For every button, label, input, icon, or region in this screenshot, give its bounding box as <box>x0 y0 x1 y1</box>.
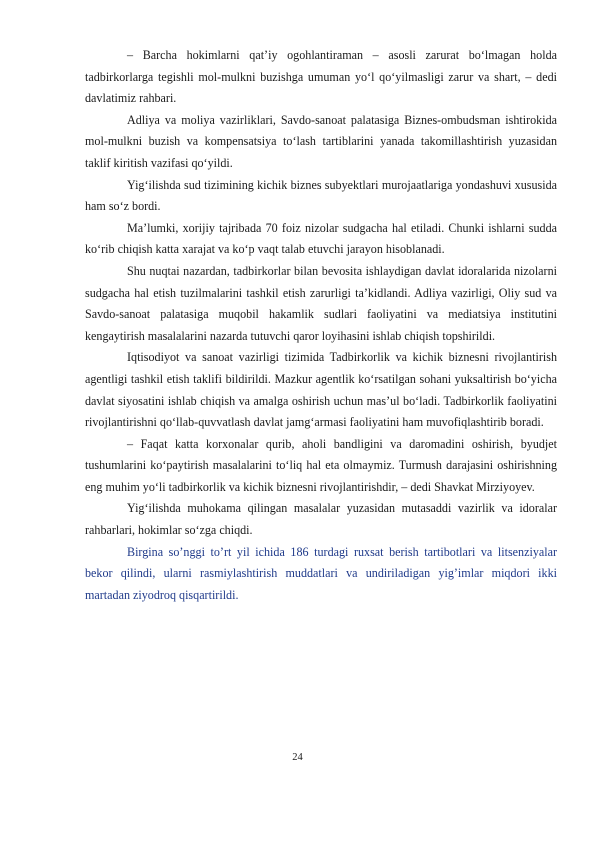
paragraph-6: Iqtisodiyot va sanoat vazirligi tizimida Tadbirkorlik va kichik biznesni rivojlantirish agentligi tashkil etish taklifi bildirildi. Mazkur agentlik koʻrsatilgan sohani yuksaltirish boʻyicha davlat siyosatini ishlab chiqish va amalga oshirish uchun masʼul boʻladi. Tadbirkorlik faoliyatini rivojlantirishni qoʻllab-quvvatlash davlat jamgʻarmasi faoliyatini ham muvofiqlashtirib boradi. <box>85 350 557 430</box>
page-number: 24 <box>292 752 303 763</box>
paragraph-8: Yigʻilishda muhokama qilingan masalalar yuzasidan mutasaddi vazirlik va idoralar rahbarlari, hokimlar soʻzga chiqdi. <box>85 501 557 538</box>
paragraph-5: Shu nuqtai nazardan, tadbirkorlar bilan bevosita ishlaydigan davlat idoralarida nizolarni sudgacha hal etish tuzilmalarini tashkil etish zarurligi taʼkidlandi. Adliya vazirligi, Oliy sud va Savdo-sanoat palatasiga muqobil hakamlik sudlari faoliyatini va mediatsiya institutini kengaytirish masalalarini nazarda tutuvchi qaror loyihasini ishlab chiqish topshirildi. <box>85 263 557 343</box>
paragraph-4: Maʼlumki, xorijiy tajribada 70 foiz nizolar sudgacha hal etiladi. Chunki ishlarni sudda koʻrib chiqish katta xarajat va koʻp vaqt talab etuvchi jarayon hisoblanadi. <box>85 220 557 257</box>
document-body <box>85 45 557 606</box>
paragraph-7: – Faqat katta korxonalar qurib, aholi bandligini va daromadini oshirish, byudjet tushumlarini koʻpaytirish masalalarini toʻliq hal eta olmaymiz. Turmush darajasini oshirishning eng muhim yoʻli tadbirkorlik va kichik biznesni rivojlantirishdir, – dedi Shavkat Mirziyoyev. <box>85 436 557 494</box>
paragraph-2: Adliya va moliya vazirliklari, Savdo-sanoat palatasiga Biznes-ombudsman ishtirokida mol-mulkni buzish va kompensatsiya toʻlash tartiblarini yanada takomillashtirish yuzasidan taklif kiritish vazifasi qoʻyildi. <box>85 112 557 170</box>
paragraph-1: – Barcha hokimlarni qatʼiy ogohlantiraman – asosli zarurat boʻlmagan holda tadbirkorlarga tegishli mol-mulkni buzishga umuman yoʻl qoʻyilmasligi zarur va shart, – dedi davlatimiz rahbari. <box>85 48 557 106</box>
paragraph-3: Yigʻilishda sud tizimining kichik biznes subyektlari murojaatlariga yondashuvi xususida ham soʻz bordi. <box>85 177 557 214</box>
paragraph-9-highlighted: Birgina so’nggi to’rt yil ichida 186 turdagi ruxsat berish tartibotlari va litsenziyalar bekor qilindi, ularni rasmiylashtirish muddatlari va undiriladigan yig’imlar miqdori ikki martadan ziyodroq qisqartirildi. <box>85 544 557 602</box>
